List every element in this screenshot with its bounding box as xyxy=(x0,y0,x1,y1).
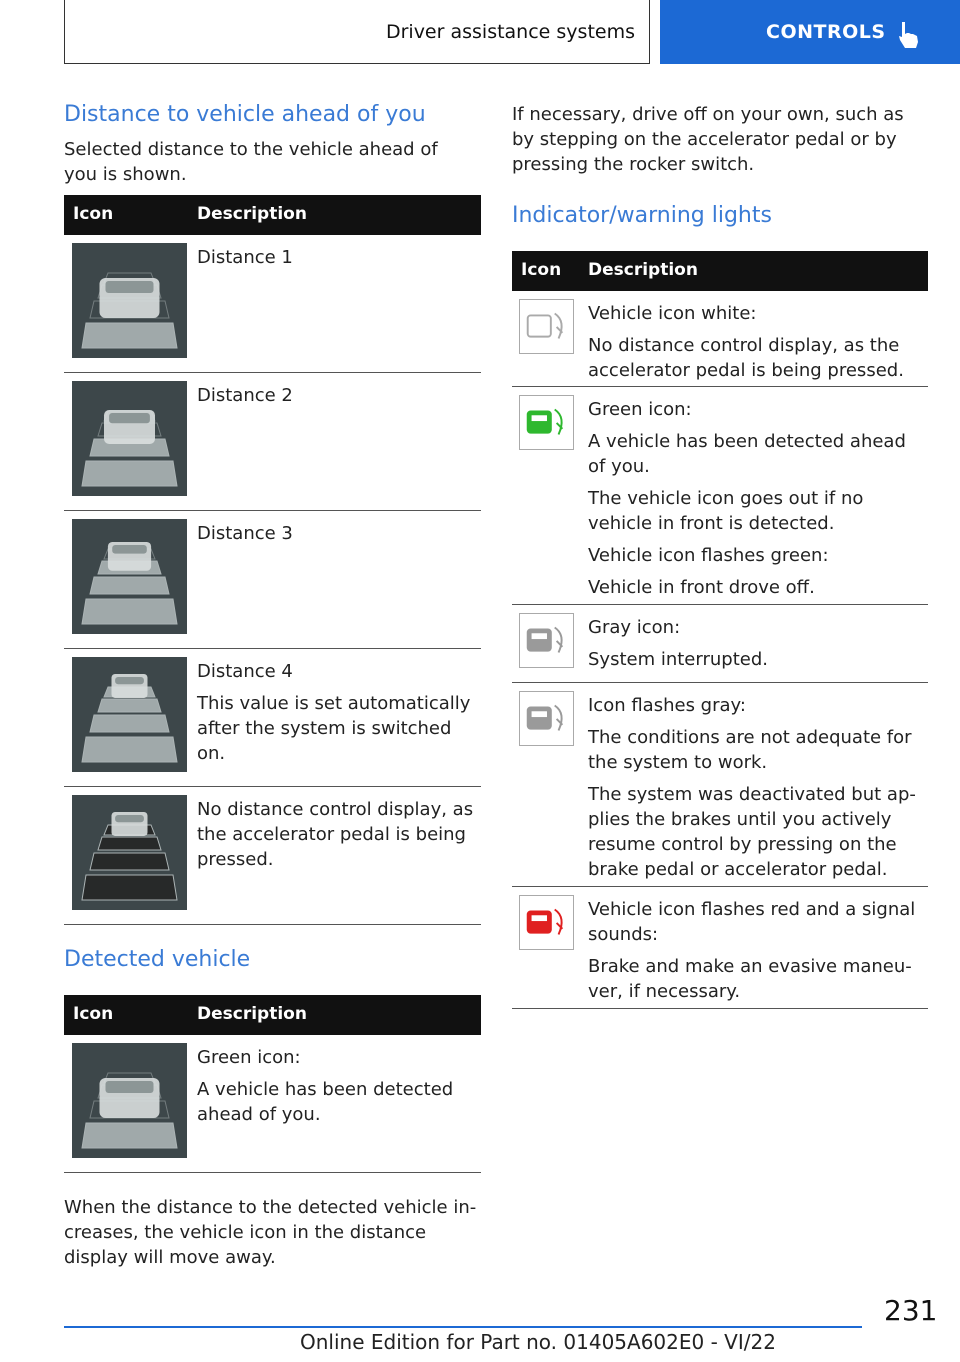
description-line: Distance 3 xyxy=(197,523,293,544)
description-line: Gray icon: xyxy=(588,617,681,638)
description-line: A vehicle has been detected ahead of you. xyxy=(197,1079,454,1125)
intro-text: If necessary, drive off on your own, such as by stepping on the accelerator pedal or by pressing the rocker switch. xyxy=(512,104,904,175)
description-line: Distance 2 xyxy=(197,385,293,406)
detected-heading: Detected vehicle xyxy=(64,947,251,972)
table-row xyxy=(512,683,928,887)
table-row xyxy=(512,387,928,605)
distance-display-icon xyxy=(72,1043,187,1158)
table-row xyxy=(64,787,481,925)
distance-display-icon xyxy=(72,657,187,772)
row-description xyxy=(588,615,924,679)
description-line: Brake and make an evasive maneuver, if necessary. xyxy=(588,956,912,1002)
distance-heading: Distance to vehicle ahead of you xyxy=(64,102,426,127)
row-description xyxy=(197,659,477,773)
table-row xyxy=(64,1035,481,1173)
header-chapter-title: CONTROLS xyxy=(766,21,886,43)
row-description xyxy=(588,301,924,390)
indicator-table-header xyxy=(512,251,928,291)
distance-display-icon xyxy=(72,381,187,496)
table-row xyxy=(512,605,928,683)
row-description xyxy=(197,797,477,879)
row-description xyxy=(197,383,477,415)
vehicle-indicator-icon xyxy=(519,895,574,950)
distance-display-icon xyxy=(72,795,187,910)
footer-rule xyxy=(64,1326,862,1328)
description-line: The system was deactivated but applies the brakes until you actively resume control by pressing on the brake pedal or accelerator pedal. xyxy=(588,784,916,880)
detected-table-header xyxy=(64,995,481,1035)
indicator-heading: Indicator/warning lights xyxy=(512,203,772,228)
col-icon-label: Icon xyxy=(73,1004,114,1024)
description-line: No distance control display, as the accelerator pedal is being pressed. xyxy=(197,799,474,870)
distance-table-header xyxy=(64,195,481,235)
description-line: Vehicle in front drove off. xyxy=(588,577,815,598)
table-row xyxy=(64,649,481,787)
col-desc-label: Description xyxy=(588,260,698,280)
table-row xyxy=(64,373,481,511)
row-description xyxy=(588,397,924,607)
vehicle-indicator-icon xyxy=(519,299,574,354)
row-description xyxy=(588,897,924,1011)
col-icon-label: Icon xyxy=(73,204,114,224)
header-section-title: Driver assistance systems xyxy=(385,20,635,43)
col-desc-label: Description xyxy=(197,1004,307,1024)
description-line: Distance 1 xyxy=(197,247,293,268)
table-row xyxy=(64,235,481,373)
vehicle-indicator-icon xyxy=(519,395,574,450)
description-line: The conditions are not adequate for the system to work. xyxy=(588,727,912,773)
col-icon-label: Icon xyxy=(521,260,562,280)
description-line: The vehicle icon goes out if no vehicle in front is detected. xyxy=(588,488,864,534)
description-line: Distance 4 xyxy=(197,661,293,682)
table-row xyxy=(512,887,928,1009)
header-section-box xyxy=(64,0,650,64)
row-description xyxy=(197,1045,477,1134)
table-row xyxy=(512,291,928,387)
table-row xyxy=(64,511,481,649)
description-line: No distance control display, as the accelerator pedal is being pressed. xyxy=(588,335,904,381)
description-line: System interrupted. xyxy=(588,649,768,670)
vehicle-indicator-icon xyxy=(519,613,574,668)
closing-text: When the distance to the detected vehicle increases, the vehicle icon in the distance display will move away. xyxy=(64,1197,477,1268)
vehicle-indicator-icon xyxy=(519,691,574,746)
description-line: Green icon: xyxy=(588,399,692,420)
row-description xyxy=(588,693,924,889)
description-line: Vehicle icon white: xyxy=(588,303,757,324)
distance-display-icon xyxy=(72,519,187,634)
description-line: This value is set automatically after the system is switched on. xyxy=(197,693,471,764)
col-desc-label: Description xyxy=(197,204,307,224)
row-description xyxy=(197,245,477,277)
description-line: Green icon: xyxy=(197,1047,301,1068)
distance-display-icon xyxy=(72,243,187,358)
description-line: Icon flashes gray: xyxy=(588,695,746,716)
pointing-hand-icon xyxy=(896,20,922,50)
description-line: A vehicle has been detected ahead of you. xyxy=(588,431,906,477)
page-number: 231 xyxy=(884,1294,938,1327)
description-line: Vehicle icon flashes green: xyxy=(588,545,829,566)
description-line: Vehicle icon flashes red and a signal sounds: xyxy=(588,899,916,945)
distance-intro: Selected distance to the vehicle ahead of you is shown. xyxy=(64,139,438,185)
header-chapter-tab[interactable] xyxy=(660,0,960,64)
footer-edition: Online Edition for Part no. 01405A602E0 - VI/22 xyxy=(300,1330,776,1354)
row-description xyxy=(197,521,477,553)
